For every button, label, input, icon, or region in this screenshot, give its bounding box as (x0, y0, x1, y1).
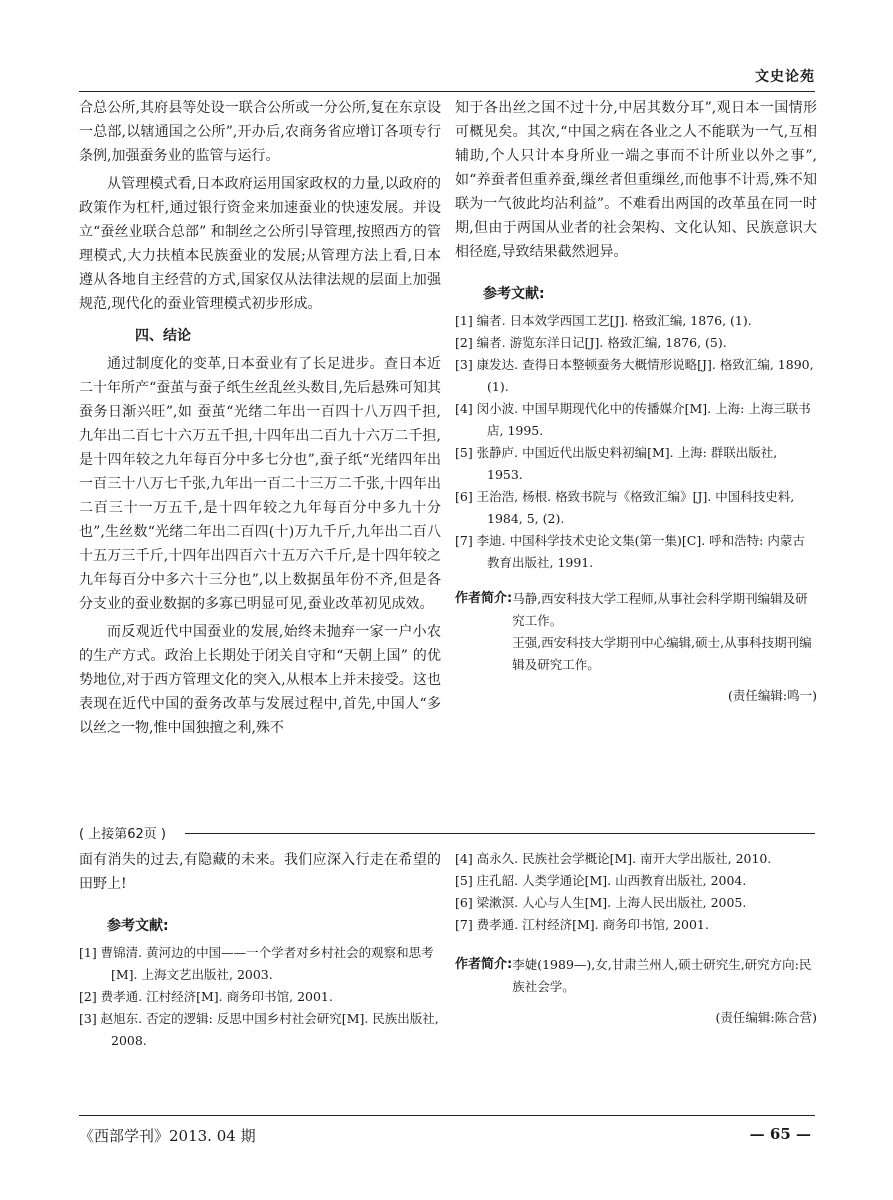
references-title: 参考文献: (483, 286, 545, 302)
author-bio (455, 954, 817, 998)
author-entry: 李婕(1989—),女,甘肃兰州人,硕士研究生,研究方向:民族社会学。 (512, 957, 812, 994)
reference-item: [7] 费孝通. 江村经济[M]. 商务印书馆, 2001. (455, 917, 709, 932)
reference-item: [4] 闵小波. 中国早期现代化中的传播媒介[M]. 上海: 上海三联书店, 1995. (455, 401, 811, 438)
journal-issue: 《西部学刊》2013. 04 期 (79, 1127, 256, 1145)
reference-item: [3] 赵旭东. 否定的逻辑: 反思中国乡村社会研究[M]. 民族出版社, 2008. (79, 1011, 439, 1048)
body-paragraph: 知于各出丝之国不过十分,中居其数分耳”,观日本一国情形可概见矣。其次,“中国之病在各业之人不能联为一气,互相辅助,个人只计本身所业一端之事而不计所业以外之事”,如“养蚕者但重养蚕,缫丝者但重缫丝,而他事不计焉,殊不知联为一气彼此均沾利益”。不难看出两国的改革虽在同一时期,但由于两国从业者的社会架构、文化认知、民族意识大相径庭,导致结果截然迥异。 (455, 100, 817, 260)
section-heading: 四、结论 (135, 328, 191, 344)
section-label: 文史论苑 (755, 69, 815, 85)
body-paragraph: 从管理模式看,日本政府运用国家政权的力量,以政府的政策作为杠杆,通过银行资金来加速蚕业的快速发展。并设立“蚕丝业联合总部” 和制丝之公所引导管理,按照西方的管理模式,大力扶植本民族蚕业的发展;从管理方法上看,日本遵从各地自主经营的方式,国家仅从法律法规的层面上加强规范,现代化的蚕业管理模式初步形成。 (79, 176, 441, 312)
lower-left-column (79, 848, 441, 1052)
body-paragraph: 面有消失的过去,有隐藏的未来。我们应深入行走在希望的田野上! (79, 852, 441, 892)
section-divider (185, 833, 815, 834)
references-list (455, 848, 817, 936)
reference-item: [2] 费孝通. 江村经济[M]. 商务印书馆, 2001. (79, 989, 333, 1004)
footer-rule (79, 1115, 815, 1116)
reference-item: [7] 李迪. 中国科学技术史论文集(第一集)[C]. 呼和浩特: 内蒙古教育出版社, 1991. (455, 533, 805, 570)
author-entry: 马静,西安科技大学工程师,从事社会科学期刊编辑及研究工作。 (512, 591, 808, 628)
upper-right-column (455, 96, 817, 708)
reference-item: [6] 王治浩, 杨根. 格致书院与《格致汇编》[J]. 中国科技史料, 1984, 5, (2). (455, 489, 795, 526)
author-entry: 王强,西安科技大学期刊中心编辑,硕士,从事科技期刊编辑及研究工作。 (512, 635, 812, 672)
reference-item: [5] 庄孔韶. 人类学通论[M]. 山西教育出版社, 2004. (455, 873, 747, 888)
header-rule (79, 91, 815, 92)
references-title: 参考文献: (107, 918, 169, 934)
reference-item: [4] 高永久. 民族社会学概论[M]. 南开大学出版社, 2010. (455, 851, 772, 866)
references-list (79, 942, 441, 1052)
reference-item: [3] 康发达. 查得日本整顿蚕务大概情形说略[J]. 格致汇编, 1890, (1). (455, 357, 814, 394)
body-paragraph: 而反观近代中国蚕业的发展,始终未抛弃一家一户小农的生产方式。政治上长期处于闭关自守和“天朝上国” 的优势地位,对于西方管理文化的突入,从根本上并未接受。这也表现在近代中国的蚕务改革与发展过程中,首先,中国人“多以丝之一物,惟中国独擅之利,殊不 (79, 624, 441, 736)
reference-item: [1] 曹锦清. 黄河边的中国——一个学者对乡村社会的观察和思考[M]. 上海文艺出版社, 2003. (79, 945, 434, 982)
body-paragraph: 通过制度化的变革,日本蚕业有了长足进步。查日本近二十年所产“蚕茧与蚕子纸生丝乱丝头数目,先后悬殊可知其蚕务日渐兴旺”,如 蚕茧“光绪二年出一百四十八万四千担,九年出二百七十六万五千担,十四年出二百九十六万二千担,是十四年较之九年每百分中多七分也”,蚕子纸“光绪四年出一百三十八万七千张,九年出一百二十三万二千张,十四年出二百三十一万五千,是十四年较之九年每百分中多九十分也”,生丝数“光绪二年出二百四(十)万九千斤,九年出二百八十五万三千斤,十四年出四百六十五万六千斤,是十四年较之九年每百分中多六十三分也”,以上数据虽年份不齐,但是各分支业的蚕业数据的多寡已明显可见,蚕业改革初见成效。 (79, 356, 441, 612)
reference-item: [6] 梁漱溟. 人心与人生[M]. 上海人民出版社, 2005. (455, 895, 747, 910)
author-bio (455, 588, 817, 676)
responsible-editor: (责任编辑:陈合营) (715, 1010, 817, 1025)
continued-label: ( 上接第62页 ) (79, 827, 166, 842)
reference-item: [1] 编者. 日本效学西国工艺[J]. 格致汇编, 1876, (1). (455, 313, 752, 328)
author-label: 作者简介: (455, 591, 513, 606)
upper-left-column (79, 96, 441, 740)
body-paragraph: 合总公所,其府县等处设一联合公所或一分公所,复在东京设一总部,以辖通国之公所”,开办后,农商务省应增订各项专行条例,加强蚕务业的监管与运行。 (79, 100, 441, 164)
lower-right-column (455, 848, 817, 1030)
references-list (455, 310, 817, 574)
author-label: 作者简介: (455, 957, 513, 972)
author-entries (512, 588, 817, 676)
reference-item: [5] 张静庐. 中国近代出版史料初编[M]. 上海: 群联出版社, 1953. (455, 445, 778, 482)
responsible-editor: (责任编辑:鸣一) (728, 688, 817, 703)
page-number: — 65 — (749, 1125, 811, 1143)
reference-item: [2] 编者. 游览东洋日记[J]. 格致汇编, 1876, (5). (455, 335, 727, 350)
